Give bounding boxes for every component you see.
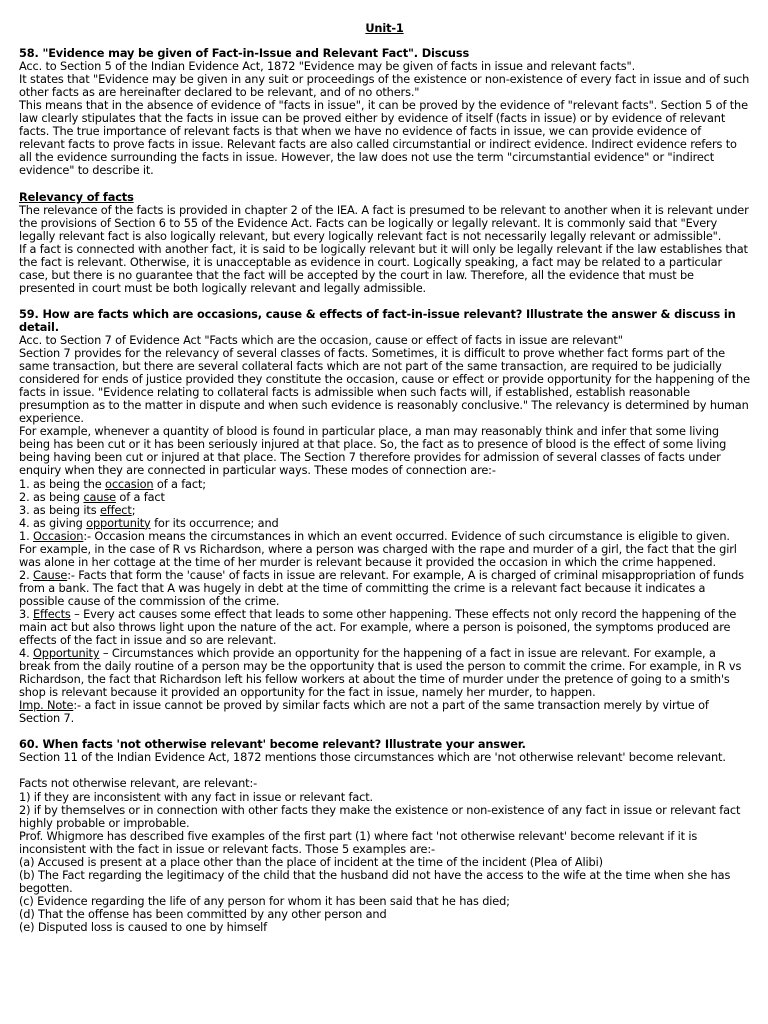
definition-item: 1. Occasion:- Occasion means the circumstances in which an event occurred. Evidence of such circumstance is eligible to given. For example, in the case of R vs Richardson, where a person was charged with the rape and murder of a girl, the fact that the girl was alone in her cottage at the time of her murder is relevant because it provided the occasion in which the crime happened. xyxy=(19,528,737,569)
definitions-list xyxy=(19,530,750,700)
paragraph: This means that in the absence of evidence of "facts in issue", it can be proved by the evidence of "relevant facts". Section 5 of the law clearly stipulates that the facts in issue can be proved either by evidence of itself (facts in issue) or by evidence of relevant facts. The true importance of relevant facts is that when we have no evidence of facts in issue, we can provide evidence of relevant facts to prove facts in issue. Relevant facts are also called circumstantial or indirect evidence. Indirect evidence refers to all the evidence surrounding the facts in issue. However, the law does not use the term "circumstantial evidence" or "indirect evidence" to describe it. xyxy=(19,98,748,178)
list-item: 2. as being cause of a fact xyxy=(19,489,165,504)
list-item: 1) if they are inconsistent with any fact in issue or relevant fact. xyxy=(19,789,373,804)
definition-item: 3. Effects – Every act causes some effect that leads to some other happening. These effects not only record the happening of the main act but also throws light upon the nature of the act. For example, where a person is poisoned, the symptoms produced are effects of the fact in issue and so are relevant. xyxy=(19,606,737,648)
paragraph: Acc. to Section 5 of the Indian Evidence Act, 1872 "Evidence may be given of facts in issue and relevant facts". xyxy=(19,59,636,74)
question-60-heading: 60. When facts 'not otherwise relevant' become relevant? Illustrate your answer. xyxy=(19,737,526,752)
relevancy-section xyxy=(19,191,750,295)
question-60 xyxy=(19,738,750,934)
example-item: (e) Disputed loss is caused to one by himself xyxy=(19,920,268,934)
list-item: 3. as being its effect; xyxy=(19,502,136,517)
question-59-heading: 59. How are facts which are occasions, cause & effects of fact-in-issue relevant? Illustrate the answer & discuss in detail. xyxy=(19,306,736,334)
paragraph: Prof. Whigmore has described five examples of the first part (1) where fact 'not otherwise relevant' become relevant if it is inconsistent with the fact in issue or relevant facts. Those 5 examples are:- xyxy=(19,828,698,856)
paragraph: It states that "Evidence may be given in any suit or proceedings of the existence or non-existence of every fact in issue and of such other facts as are hereinafter declared to be relevant, and of no others." xyxy=(19,72,750,100)
example-item: (a) Accused is present at a place other than the place of incident at the time of the incident (Plea of Alibi) xyxy=(19,854,603,869)
connection-modes-list xyxy=(19,478,750,530)
list-item: 1. as being the occasion of a fact; xyxy=(19,476,206,491)
paragraph: The relevance of the facts is provided in chapter 2 of the IEA. A fact is presumed to be relevant to another when it is relevant under the provisions of Section 6 to 55 of the Evidence Act. Facts can be logically or legally relevant. It is commonly said that "Every legally relevant fact is also logically relevant, but every logically relevant fact is not necessarily legally relevant or admissible". xyxy=(19,202,749,243)
paragraph: Acc. to Section 7 of Evidence Act "Facts which are the occasion, cause or effect of facts in issue are relevant" xyxy=(19,332,623,347)
important-note: Imp. Note:- a fact in issue cannot be proved by similar facts which are not a part of the same transaction merely by virtue of Section 7. xyxy=(19,698,709,726)
paragraph: Section 11 of the Indian Evidence Act, 1872 mentions those circumstances which are 'not otherwise relevant' become relevant. xyxy=(19,750,726,765)
paragraph: For example, whenever a quantity of blood is found in particular place, a man may reasonably think and infer that some living being has been cut or it has been seriously injured at that place. So, the fact as to presence of blood is the effect of some living being having been cut or injured at that place. The Section 7 therefore provides for admission of several classes of facts under enquiry when they are connected in particular ways. These modes of connection are:- xyxy=(19,424,727,478)
paragraph: Facts not otherwise relevant, are relevant:- xyxy=(19,776,258,791)
relevancy-heading: Relevancy of facts xyxy=(19,189,134,204)
question-58 xyxy=(19,47,750,177)
list-item: 4. as giving opportunity for its occurrence; and xyxy=(19,515,279,530)
example-item: (c) Evidence regarding the life of any person for whom it has been said that he has died; xyxy=(19,893,510,908)
definition-item: 4. Opportunity – Circumstances which provide an opportunity for the happening of a fact in issue are relevant. For example, a break from the daily routine of a person may be the opportunity that is used the person to commit the crime. For example, in R vs Richardson, the fact that Richardson left his fellow workers at about the time of murder under the pretence of going to a smith's shop is relevant because it provided an opportunity for the fact in issue, namely her murder, to happen. xyxy=(19,646,742,700)
question-58-heading: 58. "Evidence may be given of Fact-in-Issue and Relevant Fact". Discuss xyxy=(19,46,470,61)
paragraph: If a fact is connected with another fact, it is said to be logically relevant but it will only be legally relevant if the law establishes that the fact is relevant. Otherwise, it is unacceptable as evidence in court. Logically speaking, a fact may be related to a particular case, but there is no guarantee that the fact will be accepted by the court in law. Therefore, all the evidence that must be presented in court must be both logically relevant and legally admissible. xyxy=(19,241,748,295)
question-59 xyxy=(19,308,750,726)
list-item: 2) if by themselves or in connection with other facts they make the existence or non-existence of any fact in issue or relevant fact highly probable or improbable. xyxy=(19,802,741,830)
example-item: (b) The Fact regarding the legitimacy of the child that the husband did not have the access to the wife at the time when she has begotten. xyxy=(19,867,731,895)
example-item: (d) That the offense has been committed by any other person and xyxy=(19,906,387,921)
unit-title: Unit-1 xyxy=(365,21,404,35)
paragraph: Section 7 provides for the relevancy of several classes of facts. Sometimes, it is difficult to prove whether fact forms part of the same transaction, but there are several collateral facts which are not part of the same transaction, are required to be judicially considered for ends of justice provided they constitute the occasion, cause or effect or provide opportunity for the happening of the facts in issue. "Evidence relating to collateral facts is admissible when such facts will, if established, establish reasonable presumption as to the matter in dispute and when such evidence is reasonably conclusive." The relevancy is determined by human experience. xyxy=(19,346,750,426)
definition-item: 2. Cause:- Facts that form the 'cause' of facts in issue are relevant. For example, A is charged of criminal misappropriation of funds from a bank. The fact that A was hugely in debt at the time of committing the crime is a relevant fact because it indicates a possible cause of the commission of the crime. xyxy=(19,567,744,608)
